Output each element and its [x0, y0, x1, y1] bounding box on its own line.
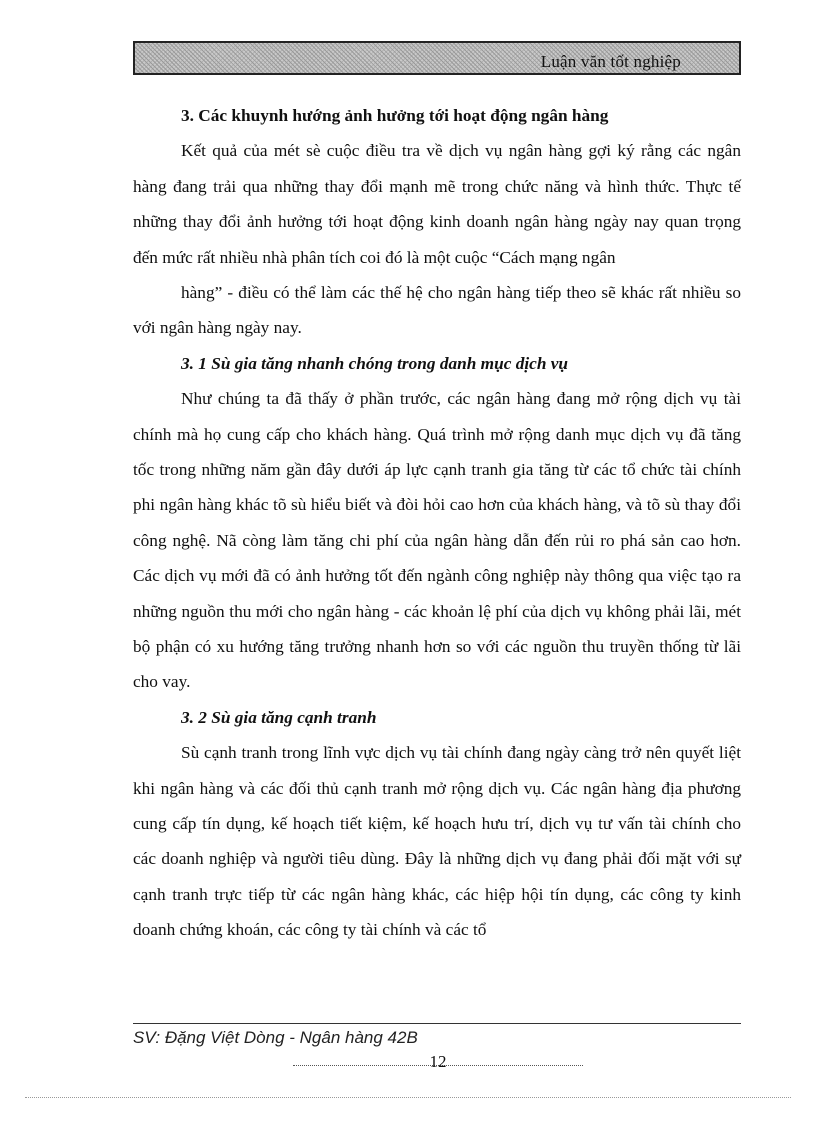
section-3-2-heading: 3. 2 Sù gia tăng cạnh tranh	[181, 707, 377, 727]
section-3-2-body: Sù cạnh tranh trong lĩnh vực dịch vụ tài chính đang ngày càng trở nên quyết liệt khi ngân hàng và các đối thủ cạnh tranh mở rộng dịch vụ. Các ngân hàng địa phương cung cấp tín dụng, kế hoạch tiết kiệm, kế hoạch hưu trí, dịch vụ tư vấn tài chính cho các doanh nghiệp và người tiêu dùng. Đây là những dịch vụ đang phải đối mặt với sự cạnh tranh trực tiếp từ các ngân hàng khác, các hiệp hội tín dụng, các công ty kinh doanh chứng khoán, các công ty tài chính và các tổ	[133, 743, 741, 940]
section-3-intro-continued: hàng” - điều có thể làm các thế hệ cho ngân hàng tiếp theo sẽ khác rất nhiều so với ngân hàng ngày nay.	[133, 283, 741, 338]
footer-author: SV: Đặng Việt Dòng - Ngân hàng 42B	[133, 1028, 418, 1047]
section-3-1-heading: 3. 1 Sù gia tăng nhanh chóng trong danh mục dịch vụ	[181, 353, 569, 373]
header-title: Luận văn tốt nghiệp	[540, 52, 681, 71]
page-body	[133, 98, 741, 948]
footer-divider	[133, 1023, 741, 1024]
section-3-heading: 3. Các khuynh hướng ảnh hưởng tới hoạt động ngân hàng	[181, 106, 609, 125]
section-3-1-body: Như chúng ta đã thấy ở phần trước, các ngân hàng đang mở rộng dịch vụ tài chính mà họ cung cấp cho khách hàng. Quá trình mở rộng danh mục dịch vụ đã tăng tốc trong những năm gần đây dưới áp lực cạnh tranh gia tăng từ các tổ chức tài chính phi ngân hàng khác tõ sù hiểu biết và đòi hỏi cao hơn của khách hàng, và tõ sù thay đổi công nghệ. Nã còng làm tăng chi phí của ngân hàng dẫn đến rủi ro phá sản cao hơn. Các dịch vụ mới đã có ảnh hưởng tốt đến ngành công nghiệp này thông qua việc tạo ra những nguồn thu mới cho ngân hàng - các khoản lệ phí của dịch vụ không phải lãi, mét bộ phận có xu hướng tăng trưởng nhanh hơn so với các nguồn thu truyền thống từ lãi cho vay.	[133, 389, 741, 692]
page-number: 12	[429, 1052, 447, 1071]
page-number-row	[293, 1052, 583, 1070]
running-header	[133, 41, 741, 75]
page-bottom-dotted-line	[25, 1097, 791, 1098]
section-3-intro: Kết quả của mét sè cuộc điều tra về dịch vụ ngân hàng gợi ký rằng các ngân hàng đang trải qua những thay đổi mạnh mẽ trong chức năng và hình thức. Thực tế những thay đổi ảnh hưởng tới hoạt động kinh doanh ngân hàng ngày nay quan trọng đến mức rất nhiều nhà phân tích coi đó là một cuộc “Cách mạng ngân	[133, 141, 741, 267]
